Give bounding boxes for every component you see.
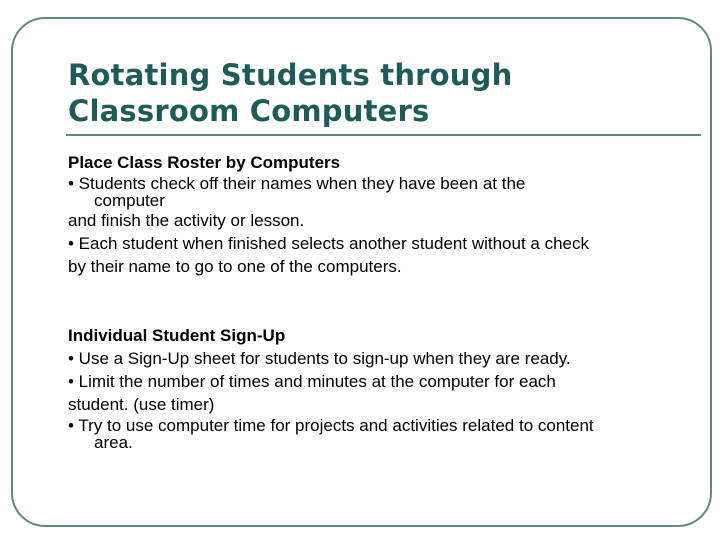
text-use-timer: student. (use timer) bbox=[68, 395, 215, 414]
section-heading-roster: Place Class Roster by Computers bbox=[68, 153, 341, 172]
text-finish-activity: and finish the activity or lesson. bbox=[68, 211, 305, 230]
slide-title bbox=[68, 57, 688, 129]
text-go-to-computer: by their name to go to one of the computers. bbox=[68, 257, 402, 276]
title-divider bbox=[66, 134, 701, 136]
bullet-signup-sheet: • Use a Sign-Up sheet for students to sign-up when they are ready. bbox=[68, 349, 571, 368]
section-spacer bbox=[68, 278, 708, 324]
slide-body bbox=[68, 151, 708, 451]
bullet-limit-times: • Limit the number of times and minutes at the computer for each bbox=[68, 372, 556, 391]
slide-title-line-1: Rotating Students through bbox=[68, 58, 513, 92]
bullet-content-area: • Try to use computer time for projects and activities related to content bbox=[68, 416, 594, 435]
bullet-select-next-student: • Each student when finished selects another student without a check bbox=[68, 234, 589, 253]
bullet-check-off-continuation: computer bbox=[94, 191, 165, 210]
bullet-check-off: • Students check off their names when they have been at the bbox=[68, 174, 526, 193]
section-heading-signup: Individual Student Sign-Up bbox=[68, 326, 286, 345]
bullet-content-area-continuation: area. bbox=[94, 433, 133, 452]
slide-title-line-2: Classroom Computers bbox=[68, 94, 430, 128]
